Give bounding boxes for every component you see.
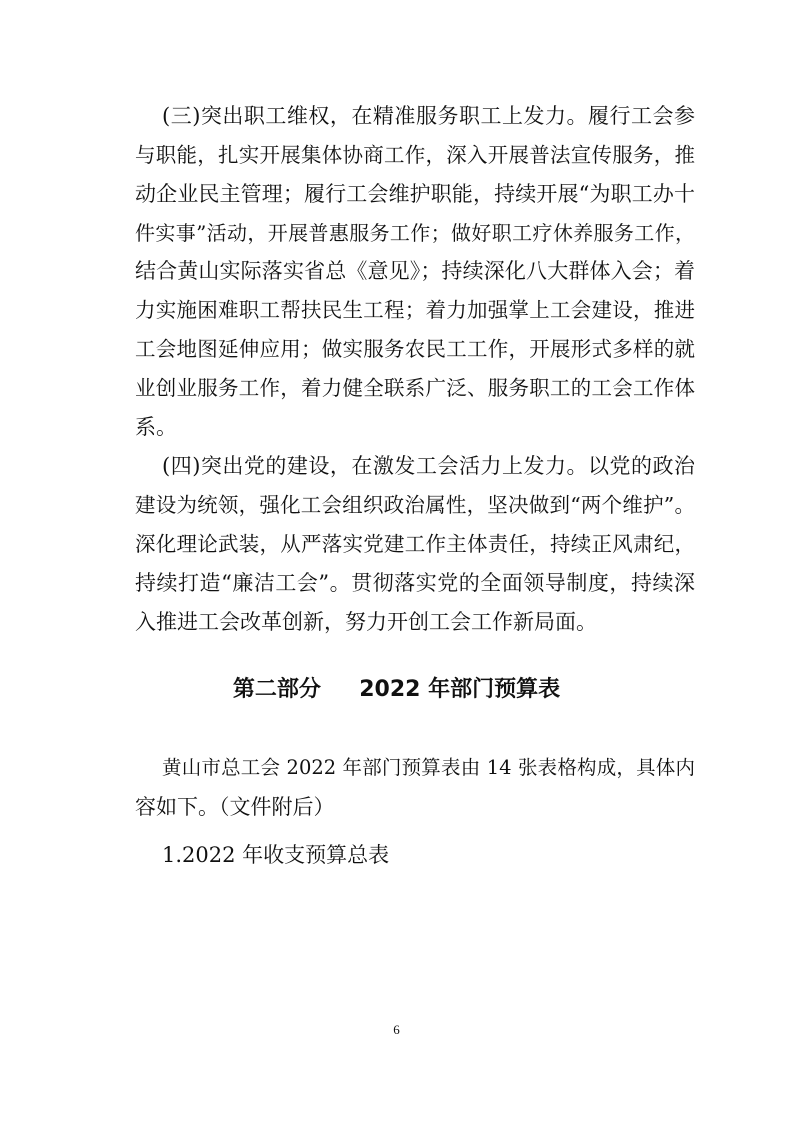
part2-intro-line-1: 黄山市总工会 2022 年部门预算表由 14 张表格构成，具体内 [162, 756, 695, 779]
section4-line-4: 持续打造“廉洁工会”。贯彻落实党的全面领导制度，持续深 [135, 571, 695, 595]
part2-heading: 第二部分 2022 年部门预算表 [232, 677, 561, 702]
section4-line-2: 建设为统领，强化工会组织政治属性，坚决做到“两个维护”。 [135, 493, 695, 517]
part2-item-1: 1.2022 年收支预算总表 [162, 843, 390, 867]
section4-line-1: (四)突出党的建设，在激发工会活力上发力。以党的政治 [162, 454, 695, 478]
page-number: 6 [393, 1022, 400, 1037]
section3-line-1: (三)突出职工维权，在精准服务职工上发力。履行工会参 [162, 104, 695, 128]
section3-line-5: 结合黄山实际落实省总《意见》；持续深化八大群体入会；着 [135, 259, 695, 283]
part2-intro-line-2: 容如下。（文件附后） [135, 795, 335, 819]
section3-line-2: 与职能，扎实开展集体协商工作，深入开展普法宣传服务，推 [135, 143, 695, 167]
section3-line-9: 系。 [135, 415, 177, 439]
section3-line-6: 力实施困难职工帮扶民生工程；着力加强掌上工会建设，推进 [135, 298, 695, 322]
section3-line-8: 业创业服务工作，着力健全联系广泛、服务职工的工会工作体 [135, 376, 695, 400]
section3-line-7: 工会地图延伸应用；做实服务农民工工作，开展形式多样的就 [135, 337, 695, 361]
section3-line-3: 动企业民主管理；履行工会维护职能，持续开展“为职工办十 [135, 182, 695, 206]
section4-line-5: 入推进工会改革创新，努力开创工会工作新局面。 [135, 610, 597, 634]
section3-line-4: 件实事”活动，开展普惠服务工作；做好职工疗休养服务工作， [135, 221, 695, 245]
section4-line-3: 深化理论武装，从严落实党建工作主体责任，持续正风肃纪， [135, 532, 695, 556]
